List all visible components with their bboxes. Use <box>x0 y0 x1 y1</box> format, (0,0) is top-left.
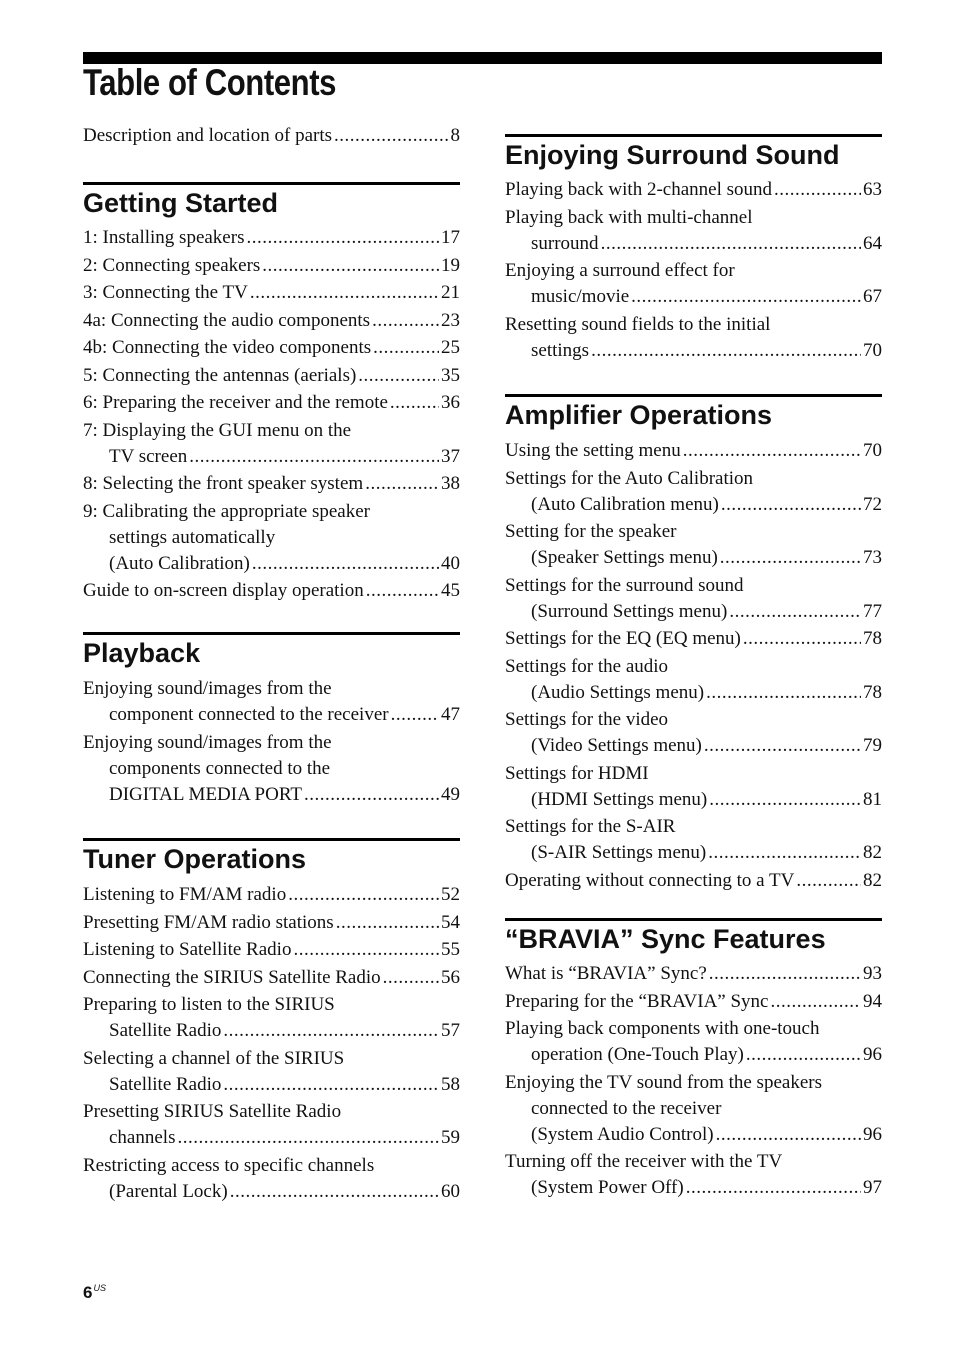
entry-text: TV screen <box>109 445 188 467</box>
entry-text: Listening to Satellite Radio <box>83 939 292 960</box>
section-heading: “BRAVIA” Sync Features <box>505 924 826 954</box>
entry-text: (S-AIR Settings menu) <box>531 842 707 863</box>
toc-entry[interactable] <box>83 390 460 416</box>
entry-text: component connected to the receiver <box>109 704 389 725</box>
entry-text: What is “BRAVIA” Sync? <box>505 963 707 984</box>
toc-entry[interactable] <box>505 312 882 364</box>
toc-entry[interactable] <box>505 707 882 759</box>
page-title: Table of Contents <box>83 62 337 103</box>
entry-text: 8: Selecting the front speaker system <box>83 473 364 494</box>
leader-dots <box>683 438 861 464</box>
toc-entry[interactable] <box>505 438 882 464</box>
toc-entry[interactable] <box>83 1046 460 1098</box>
page-number: 49 <box>441 783 460 805</box>
leader-dots <box>774 177 861 203</box>
page-number: 70 <box>863 339 882 361</box>
entry-text: 1: Installing speakers <box>83 227 245 248</box>
entry-text: (Auto Calibration menu) <box>531 493 719 515</box>
leader-dots <box>223 1018 439 1044</box>
toc-entry[interactable] <box>505 177 882 203</box>
leader-dots <box>704 733 861 759</box>
entry-text: Preparing for the “BRAVIA” Sync <box>505 990 769 1012</box>
entry-text: 3: Connecting the TV <box>83 282 248 303</box>
toc-entry[interactable] <box>505 1016 882 1068</box>
entry-text: Satellite Radio <box>109 1020 222 1041</box>
toc-entry[interactable] <box>83 578 460 604</box>
leader-dots <box>293 937 439 963</box>
entry-text: (Speaker Settings menu) <box>531 547 718 568</box>
leader-dots <box>746 1042 861 1068</box>
toc-entry[interactable] <box>505 573 882 625</box>
entry-text: (Audio Settings menu) <box>531 681 705 703</box>
entry-text: (System Audio Control) <box>531 1123 714 1145</box>
page-number: 58 <box>441 1073 460 1095</box>
entry-text: (System Power Off) <box>531 1177 684 1198</box>
toc-entry[interactable] <box>83 730 460 808</box>
leader-dots <box>686 1175 861 1201</box>
toc-entry[interactable] <box>505 761 882 813</box>
toc-entry[interactable] <box>83 280 460 306</box>
entry-text: Restricting access to specific channels <box>83 1154 375 1176</box>
footer-region-code: US <box>93 1283 106 1293</box>
toc-entry[interactable] <box>83 676 460 728</box>
entry-text: Playing back with 2-channel sound <box>505 179 773 200</box>
entry-text: components connected to the <box>109 757 331 779</box>
page-number: 96 <box>863 1123 882 1145</box>
leader-dots <box>591 338 861 364</box>
entry-text: Settings for the Auto Calibration <box>505 467 754 489</box>
entry-text: 9: Calibrating the appropriate speaker <box>83 500 371 522</box>
entry-text: Satellite Radio <box>109 1073 222 1095</box>
toc-entry[interactable] <box>83 499 460 577</box>
entry-text: Enjoying sound/images from the <box>83 678 332 699</box>
page-footer <box>83 1283 106 1303</box>
entry-text: Playing back components with one-touch <box>505 1018 820 1039</box>
entry-text: Operating without connecting to a TV <box>505 869 795 891</box>
toc-entry[interactable] <box>505 1070 882 1148</box>
toc-entry[interactable] <box>83 335 460 361</box>
section-rule <box>505 134 882 137</box>
page-number: 82 <box>863 842 882 863</box>
entry-text: Settings for HDMI <box>505 762 649 784</box>
page-number: 36 <box>441 392 460 413</box>
section-heading: Tuner Operations <box>83 844 307 874</box>
page-number: 55 <box>441 939 460 960</box>
page-number: 52 <box>441 884 460 905</box>
entry-text: Settings for the surround sound <box>505 574 744 596</box>
entry-text: Enjoying a surround effect for <box>505 260 735 281</box>
leader-dots <box>729 599 861 625</box>
leader-dots <box>365 471 439 497</box>
leader-dots <box>250 280 439 306</box>
leader-dots <box>246 225 439 251</box>
toc-entry[interactable] <box>83 1153 460 1205</box>
page-number: 23 <box>441 309 460 331</box>
page-number: 57 <box>441 1020 460 1041</box>
leader-dots <box>796 868 861 894</box>
toc-entry[interactable] <box>505 205 882 257</box>
page-number: 82 <box>863 869 882 891</box>
entry-text: (Auto Calibration) <box>109 552 250 574</box>
toc-entry[interactable] <box>83 992 460 1044</box>
leader-dots <box>304 782 439 808</box>
entry-text: 7: Displaying the GUI menu on the <box>83 419 352 441</box>
leader-dots <box>336 910 439 936</box>
leader-dots <box>601 231 861 257</box>
page-number: 21 <box>441 282 460 303</box>
leader-dots <box>743 626 861 652</box>
leader-dots <box>223 1072 439 1098</box>
entry-text: music/movie <box>531 286 630 307</box>
page-number: 56 <box>441 966 460 988</box>
leader-dots <box>372 308 439 334</box>
page-number: 73 <box>863 547 882 568</box>
toc-entry[interactable] <box>505 868 882 894</box>
page-number: 79 <box>863 735 882 756</box>
entry-text: channels <box>109 1127 176 1148</box>
entry-text: Resetting sound fields to the initial <box>505 313 771 335</box>
toc-entry[interactable] <box>505 466 882 518</box>
entry-text: Settings for the S-AIR <box>505 816 676 837</box>
entry-text: Setting for the speaker <box>505 521 677 542</box>
page-number: 78 <box>863 681 882 703</box>
page-number: 93 <box>863 963 882 984</box>
leader-dots <box>721 492 861 518</box>
leader-dots <box>177 1125 439 1151</box>
section-heading: Amplifier Operations <box>505 400 773 430</box>
entry-text: Selecting a channel of the SIRIUS <box>83 1047 345 1069</box>
leader-dots <box>366 578 439 604</box>
entry-text: settings <box>531 339 590 361</box>
page-number: 47 <box>441 704 460 725</box>
page-number: 67 <box>863 286 882 307</box>
page-number: 38 <box>441 473 460 494</box>
page-number: 35 <box>441 364 460 386</box>
entry-text: DIGITAL MEDIA PORT <box>109 783 302 805</box>
leader-dots <box>631 284 861 310</box>
entry-text: Using the setting menu <box>505 440 681 461</box>
section-enjoying-surround-sound <box>505 134 882 170</box>
entry-text: Enjoying sound/images from the <box>83 731 332 753</box>
entry-text: Guide to on-screen display operation <box>83 580 364 601</box>
entry-text: 6: Preparing the receiver and the remote <box>83 392 388 413</box>
toc-entry-intro[interactable] <box>83 123 460 149</box>
page-number: 78 <box>863 628 882 649</box>
leader-dots <box>288 882 439 908</box>
leader-dots <box>358 363 439 389</box>
entry-text: Connecting the SIRIUS Satellite Radio <box>83 966 381 988</box>
section-rule <box>505 918 882 921</box>
entry-text: Presetting FM/AM radio stations <box>83 911 334 933</box>
page-number: 81 <box>863 788 882 810</box>
leader-dots <box>189 444 439 470</box>
toc-entry[interactable] <box>83 1099 460 1151</box>
section-amplifier-operations <box>505 394 882 430</box>
page-number: 37 <box>441 445 460 467</box>
toc-entry[interactable] <box>505 654 882 706</box>
leader-dots <box>716 1122 861 1148</box>
page-number: 8 <box>450 125 460 146</box>
entry-text: Enjoying the TV sound from the speakers <box>505 1071 822 1093</box>
entry-text: 4b: Connecting the video components <box>83 337 372 358</box>
page-number: 25 <box>441 337 460 358</box>
section-rule <box>83 632 460 635</box>
entry-text: (Video Settings menu) <box>531 735 702 756</box>
leader-dots <box>771 989 862 1015</box>
leader-dots <box>230 1179 439 1205</box>
page-number: 40 <box>441 552 460 574</box>
leader-dots <box>334 123 448 149</box>
section-bravia-sync-features <box>505 918 882 954</box>
page-number: 97 <box>863 1177 882 1198</box>
page-number: 70 <box>863 440 882 461</box>
section-rule <box>505 394 882 397</box>
entry-text: 4a: Connecting the audio components <box>83 309 371 331</box>
page-number: 96 <box>863 1044 882 1065</box>
entry-text: 2: Connecting speakers <box>83 254 261 276</box>
toc-entry[interactable] <box>505 961 882 987</box>
section-rule <box>83 838 460 841</box>
page-number: 77 <box>863 600 882 622</box>
page-number: 60 <box>441 1180 460 1202</box>
toc-entry[interactable] <box>83 471 460 497</box>
entry-text: connected to the receiver <box>531 1097 722 1119</box>
leader-dots <box>262 253 439 279</box>
entry-text: surround <box>531 232 599 254</box>
toc-entry[interactable] <box>505 519 882 571</box>
page-number: 94 <box>863 990 882 1012</box>
page-number: 72 <box>863 493 882 515</box>
toc-entry[interactable] <box>505 814 882 866</box>
entry-text: Turning off the receiver with the TV <box>505 1151 783 1172</box>
entry-text: Presetting SIRIUS Satellite Radio <box>83 1101 342 1122</box>
page-number: 17 <box>441 227 460 248</box>
toc-entry[interactable] <box>83 937 460 963</box>
section-heading: Getting Started <box>83 188 279 218</box>
leader-dots <box>373 335 439 361</box>
section-getting-started <box>83 182 460 218</box>
leader-dots <box>720 545 861 571</box>
section-heading: Enjoying Surround Sound <box>505 140 840 170</box>
toc-entry[interactable] <box>505 258 882 310</box>
entry-text: Listening to FM/AM radio <box>83 884 287 905</box>
entry-text: operation (One-Touch Play) <box>531 1044 744 1065</box>
entry-text: 5: Connecting the antennas (aerials) <box>83 364 357 386</box>
entry-text: Description and location of parts <box>83 125 333 146</box>
footer-page-number: 6 <box>83 1283 93 1302</box>
entry-text: Settings for the audio <box>505 655 669 677</box>
toc-entry[interactable] <box>83 910 460 936</box>
entry-text: Settings for the video <box>505 709 669 730</box>
leader-dots <box>383 965 439 991</box>
entry-text: (Parental Lock) <box>109 1180 228 1202</box>
toc-entry[interactable] <box>505 1149 882 1201</box>
toc-entry[interactable] <box>83 225 460 251</box>
section-tuner-operations <box>83 838 460 874</box>
toc-entry[interactable] <box>505 626 882 652</box>
toc-entry[interactable] <box>83 418 460 470</box>
page-number: 64 <box>863 232 882 254</box>
leader-dots <box>706 680 861 706</box>
leader-dots <box>390 390 439 416</box>
toc-entry[interactable] <box>83 363 460 389</box>
toc-entry[interactable] <box>83 965 460 991</box>
page-number: 54 <box>441 911 460 933</box>
entry-text: (Surround Settings menu) <box>531 600 728 622</box>
leader-dots <box>709 787 861 813</box>
toc-entry[interactable] <box>505 989 882 1015</box>
entry-text: (HDMI Settings menu) <box>531 788 708 810</box>
section-heading: Playback <box>83 638 201 668</box>
page-number: 63 <box>863 179 882 200</box>
page-number: 45 <box>441 580 460 601</box>
toc-entry[interactable] <box>83 882 460 908</box>
page-number: 19 <box>441 254 460 276</box>
entry-text: Playing back with multi-channel <box>505 206 753 228</box>
page-number: 59 <box>441 1127 460 1148</box>
entry-text: settings automatically <box>109 526 276 548</box>
leader-dots <box>709 961 861 987</box>
toc-entry[interactable] <box>83 308 460 334</box>
leader-dots <box>391 702 439 728</box>
section-rule <box>83 182 460 185</box>
toc-entry[interactable] <box>83 253 460 279</box>
leader-dots <box>708 840 861 866</box>
entry-text: Settings for the EQ (EQ menu) <box>505 628 741 649</box>
entry-text: Preparing to listen to the SIRIUS <box>83 994 335 1015</box>
leader-dots <box>252 551 439 577</box>
section-playback <box>83 632 460 668</box>
